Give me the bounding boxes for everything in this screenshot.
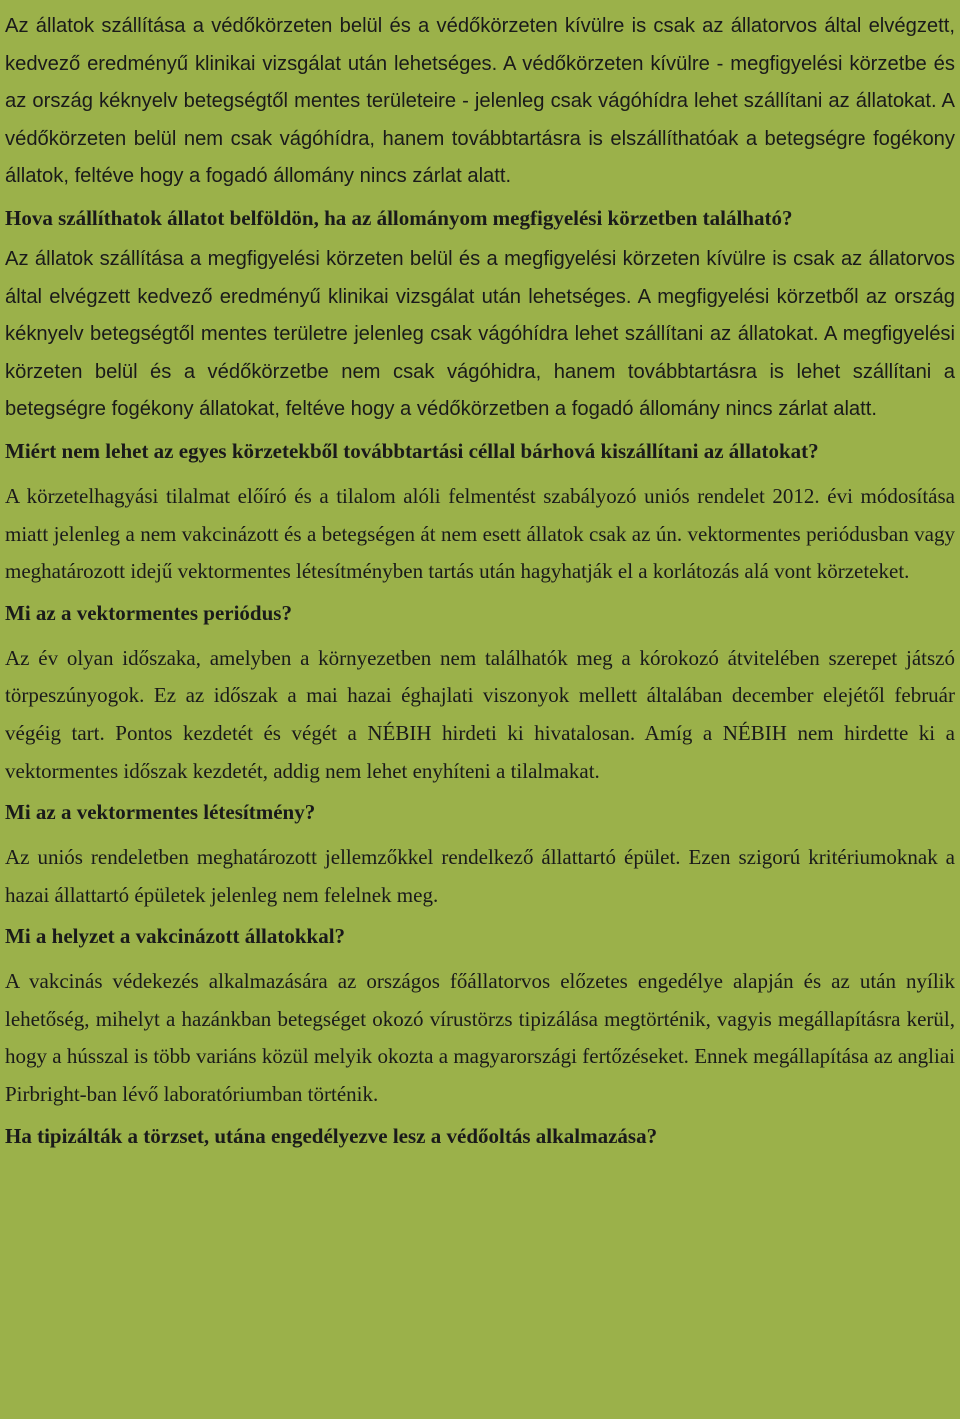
paragraph-vector-free-period: Az év olyan időszaka, amelyben a környezetben nem találhatók meg a kórokozó átvitelében szerepet játszó törpeszúnyogok. Ez az időszak a mai hazai éghajlati viszonyok mellett általában december elejétől február végéig tart. Pontos kezdetét és végét a NÉBIH hirdeti ki hivatalosan. Amíg a NÉBIH nem hirdette ki a vektormentes időszak kezdetét, addig nem lehet enyhíteni a tilalmakat. <box>5 645 955 783</box>
paragraph-vaccinated-animals: A vakcinás védekezés alkalmazására az országos főállatorvos előzetes engedélye alapján és az után nyílik lehetőség, mihelyt a hazánkban betegséget okozó vírustörzs tipizálása megtörténik, vagyis megállapításra kerül, hogy a hússzal is több variáns közül melyik okozta a magyarországi fertőzéseket. Ennek megállapítása az angliai Pirbright-ban lévő laboratóriumban történik. <box>5 969 955 1107</box>
paragraph-protection-zone-transport: Az állatok szállítása a védőkörzeten belül és a védőkörzeten kívülre is csak az állatorvos által elvégzett, kedvező eredményű klinikai vizsgálat után lehetséges. A védőkörzeten kívülre - megfigyelési körzetbe és az ország kéknyelv betegségtől mentes területeire - jelenleg csak vágóhídra lehet szállítani az állatokat. A védőkörzeten belül nem csak vágóhídra, hanem továbbtartásra is elszállíthatóak a betegségre fogékony állatok, feltéve hogy a fogadó állomány nincs zárlat alatt. <box>5 15 955 188</box>
question-vector-free-period: Mi az a vektormentes periódus? <box>5 600 292 625</box>
paragraph-vector-free-facility: Az uniós rendeletben meghatározott jellemzőkkel rendelkező állattartó épület. Ezen szigorú kritériumoknak a hazai állattartó épületek jelenleg nem felelnek meg. <box>5 845 955 907</box>
paragraph-surveillance-zone-transport: Az állatok szállítása a megfigyelési körzeten belül és a megfigyelési körzeten kívülre is csak az állatorvos által elvégzett kedvező eredményű klinikai vizsgálat után lehetséges. A megfigyelési körzetből az ország kéknyelv betegségtől mentes területre jelenleg csak vágóhídra lehet szállítani az állatokat. A megfigyelési körzeten belül és a védőkörzetbe nem csak vágóhidra, hanem továbbtartásra is lehet szállítani a betegségre fogékony állatokat, feltéve hogy a védőkörzetben a fogadó állomány nincs zárlat alatt. <box>5 247 955 421</box>
question-vaccination-approval: Ha tipizálták a törzset, utána engedélyezve lesz a védőoltás alkalmazása? <box>5 1123 658 1148</box>
question-vector-free-facility: Mi az a vektormentes létesítmény? <box>5 800 316 825</box>
question-why-not-anywhere: Miért nem lehet az egyes körzetekből továbbtartási céllal bárhová kiszállítani az állatokat? <box>5 438 819 463</box>
paragraph-eu-regulation: A körzetelhagyási tilalmat előíró és a tilalom alóli felmentést szabályozó uniós rendelet 2012. évi módosítása miatt jelenleg a nem vakcinázott és a betegségen át nem esett állatok csak az ún. vektormentes periódusban vagy meghatározott idejű vektormentes létesítményben tartás után hagyhatják el a korlátozás alá vont körzeteket. <box>5 483 955 584</box>
question-vaccinated-animals: Mi a helyzet a vakcinázott állatokkal? <box>5 924 346 949</box>
question-surveillance-zone-transport: Hova szállíthatok állatot belföldön, ha az állományom megfigyelési körzetben található? <box>5 205 793 230</box>
